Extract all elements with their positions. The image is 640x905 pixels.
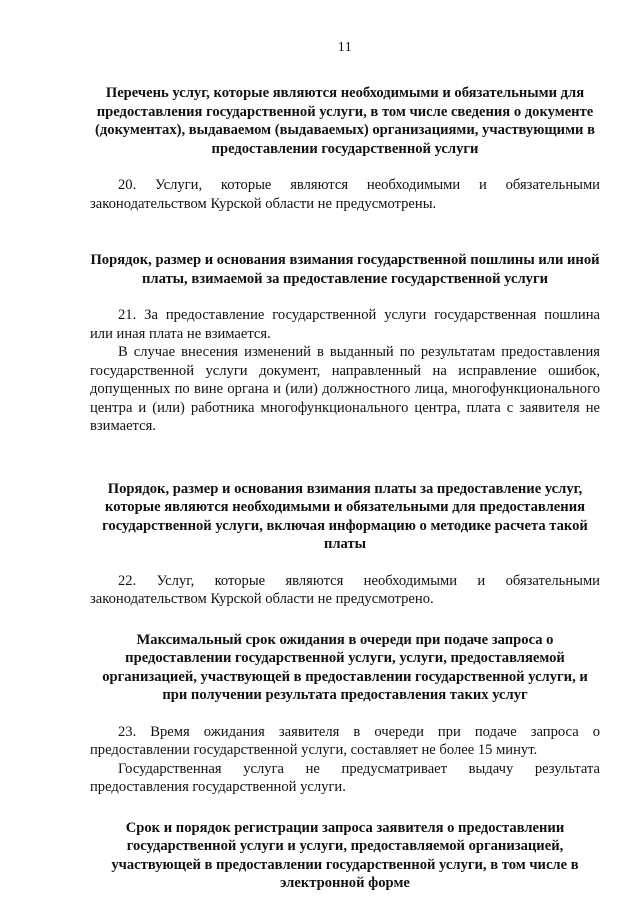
section-heading: Порядок, размер и основания взимания государственной пошлины или иной платы, взимаемой за предоставление государственной услуги <box>90 252 600 287</box>
section-body <box>90 572 600 609</box>
paragraph: 21. За предоставление государственной услуги государственная пошлина или иная плата не взимается. <box>90 307 600 342</box>
section-heading: Срок и порядок регистрации запроса заявителя о предоставлении государственной услуги и услуги, предоставляемой организацией, участвующей в предоставлении государственной услуги, в том числе в электронной форме <box>111 819 579 891</box>
section-body <box>90 176 600 213</box>
paragraph: 23. Время ожидания заявителя в очереди при подаче запроса о предоставлении государственной услуги, составляет не более 15 минут. <box>90 723 600 758</box>
section-heading: Перечень услуг, которые являются необходимыми и обязательными для предоставления государственной услуги, в том числе сведения о документе (документах), выдаваемом (выдаваемых) организациями, участвующими в предоставлении государственной услуги <box>95 85 595 157</box>
section-heading: Порядок, размер и основания взимания платы за предоставление услуг, которые являются необходимыми и обязательными для предоставления государственной услуги, включая информацию о методике расчета такой платы <box>102 480 588 552</box>
paragraph: Государственная услуга не предусматривает выдачу результата предоставления государственной услуги. <box>90 760 600 795</box>
paragraph: 20. Услуги, которые являются необходимыми и обязательными законодательством Курской области не предусмотрены. <box>90 177 600 212</box>
section-body <box>90 723 600 797</box>
section-heading: Максимальный срок ожидания в очереди при подаче запроса о предоставлении государственной услуги, услуги, предоставляемой организацией, участвующей в предоставлении государственной услуги, и при получении результата предоставления таких услуг <box>102 631 588 703</box>
page-number: 11 <box>337 40 353 55</box>
paragraph: 22. Услуг, которые являются необходимыми и обязательными законодательством Курской области не предусмотрено. <box>90 572 600 607</box>
paragraph: В случае внесения изменений в выданный по результатам предоставления государственной услуги документ, направленный на исправление ошибок, допущенных по вине органа и (или) должностного лица, многофункционального центра и (или) работника многофункционального центра, плата с заявителя не взимается. <box>90 344 600 434</box>
section-body <box>90 306 600 436</box>
